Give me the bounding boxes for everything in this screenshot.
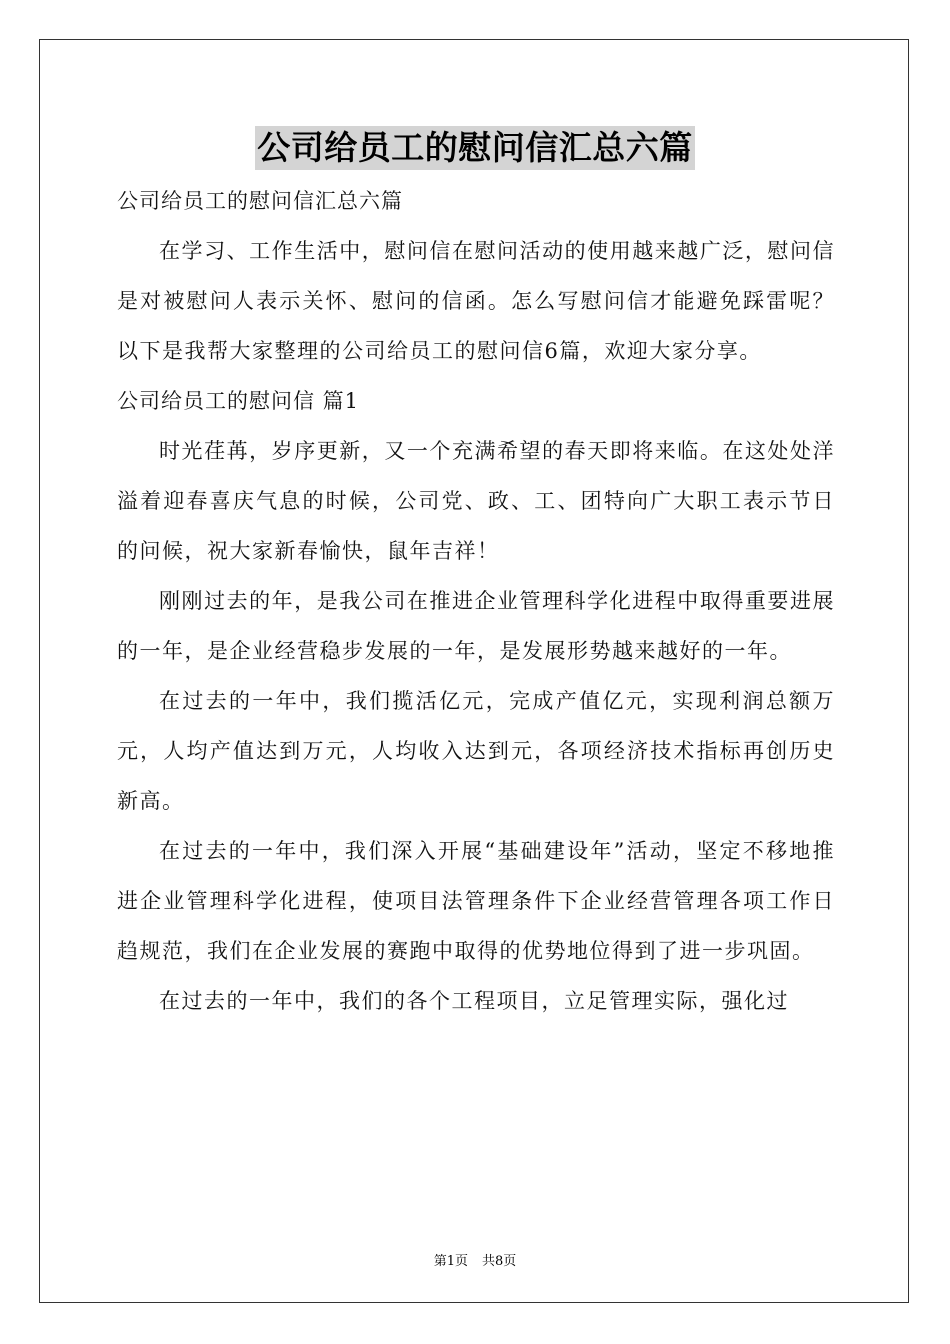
page-footer xyxy=(0,1250,950,1269)
document-body xyxy=(117,176,835,1026)
body-paragraph: 时光荏苒，岁序更新，又一个充满希望的春天即将来临。在这处处洋溢着迎春喜庆气息的时候，公司党、政、工、团特向广大职工表示节日的问候，祝大家新春愉快，鼠年吉祥！ xyxy=(117,439,835,563)
body-paragraph: 刚刚过去的年，是我公司在推进企业管理科学化进程中取得重要进展的一年，是企业经营稳步发展的一年，是发展形势越来越好的一年。 xyxy=(117,589,835,663)
section-heading: 公司给员工的慰问信 篇1 xyxy=(117,389,360,413)
body-paragraph: 在过去的一年中，我们揽活亿元，完成产值亿元，实现利润总额万元，人均产值达到万元，人均收入达到元，各项经济技术指标再创历史新高。 xyxy=(117,689,835,813)
body-paragraph: 在过去的一年中，我们的各个工程项目，立足管理实际，强化过 xyxy=(159,989,789,1013)
body-paragraph: 在过去的一年中，我们深入开展“基础建设年”活动，坚定不移地推进企业管理科学化进程，使项目法管理条件下企业经营管理各项工作日趋规范，我们在企业发展的赛跑中取得的优势地位得到了进一步巩固。 xyxy=(117,839,835,963)
intro-paragraph: 在学习、工作生活中，慰问信在慰问活动的使用越来越广泛，慰问信是对被慰问人表示关怀、慰问的信函。怎么写慰问信才能避免踩雷呢？以下是我帮大家整理的公司给员工的慰问信6篇，欢迎大家分享。 xyxy=(117,239,835,363)
page-total: 共8页 xyxy=(482,1254,517,1269)
document-title xyxy=(0,126,950,170)
document-title-text: 公司给员工的慰问信汇总六篇 xyxy=(255,126,695,170)
subtitle-heading: 公司给员工的慰问信汇总六篇 xyxy=(117,189,403,213)
page-number: 第1页 xyxy=(433,1254,468,1269)
